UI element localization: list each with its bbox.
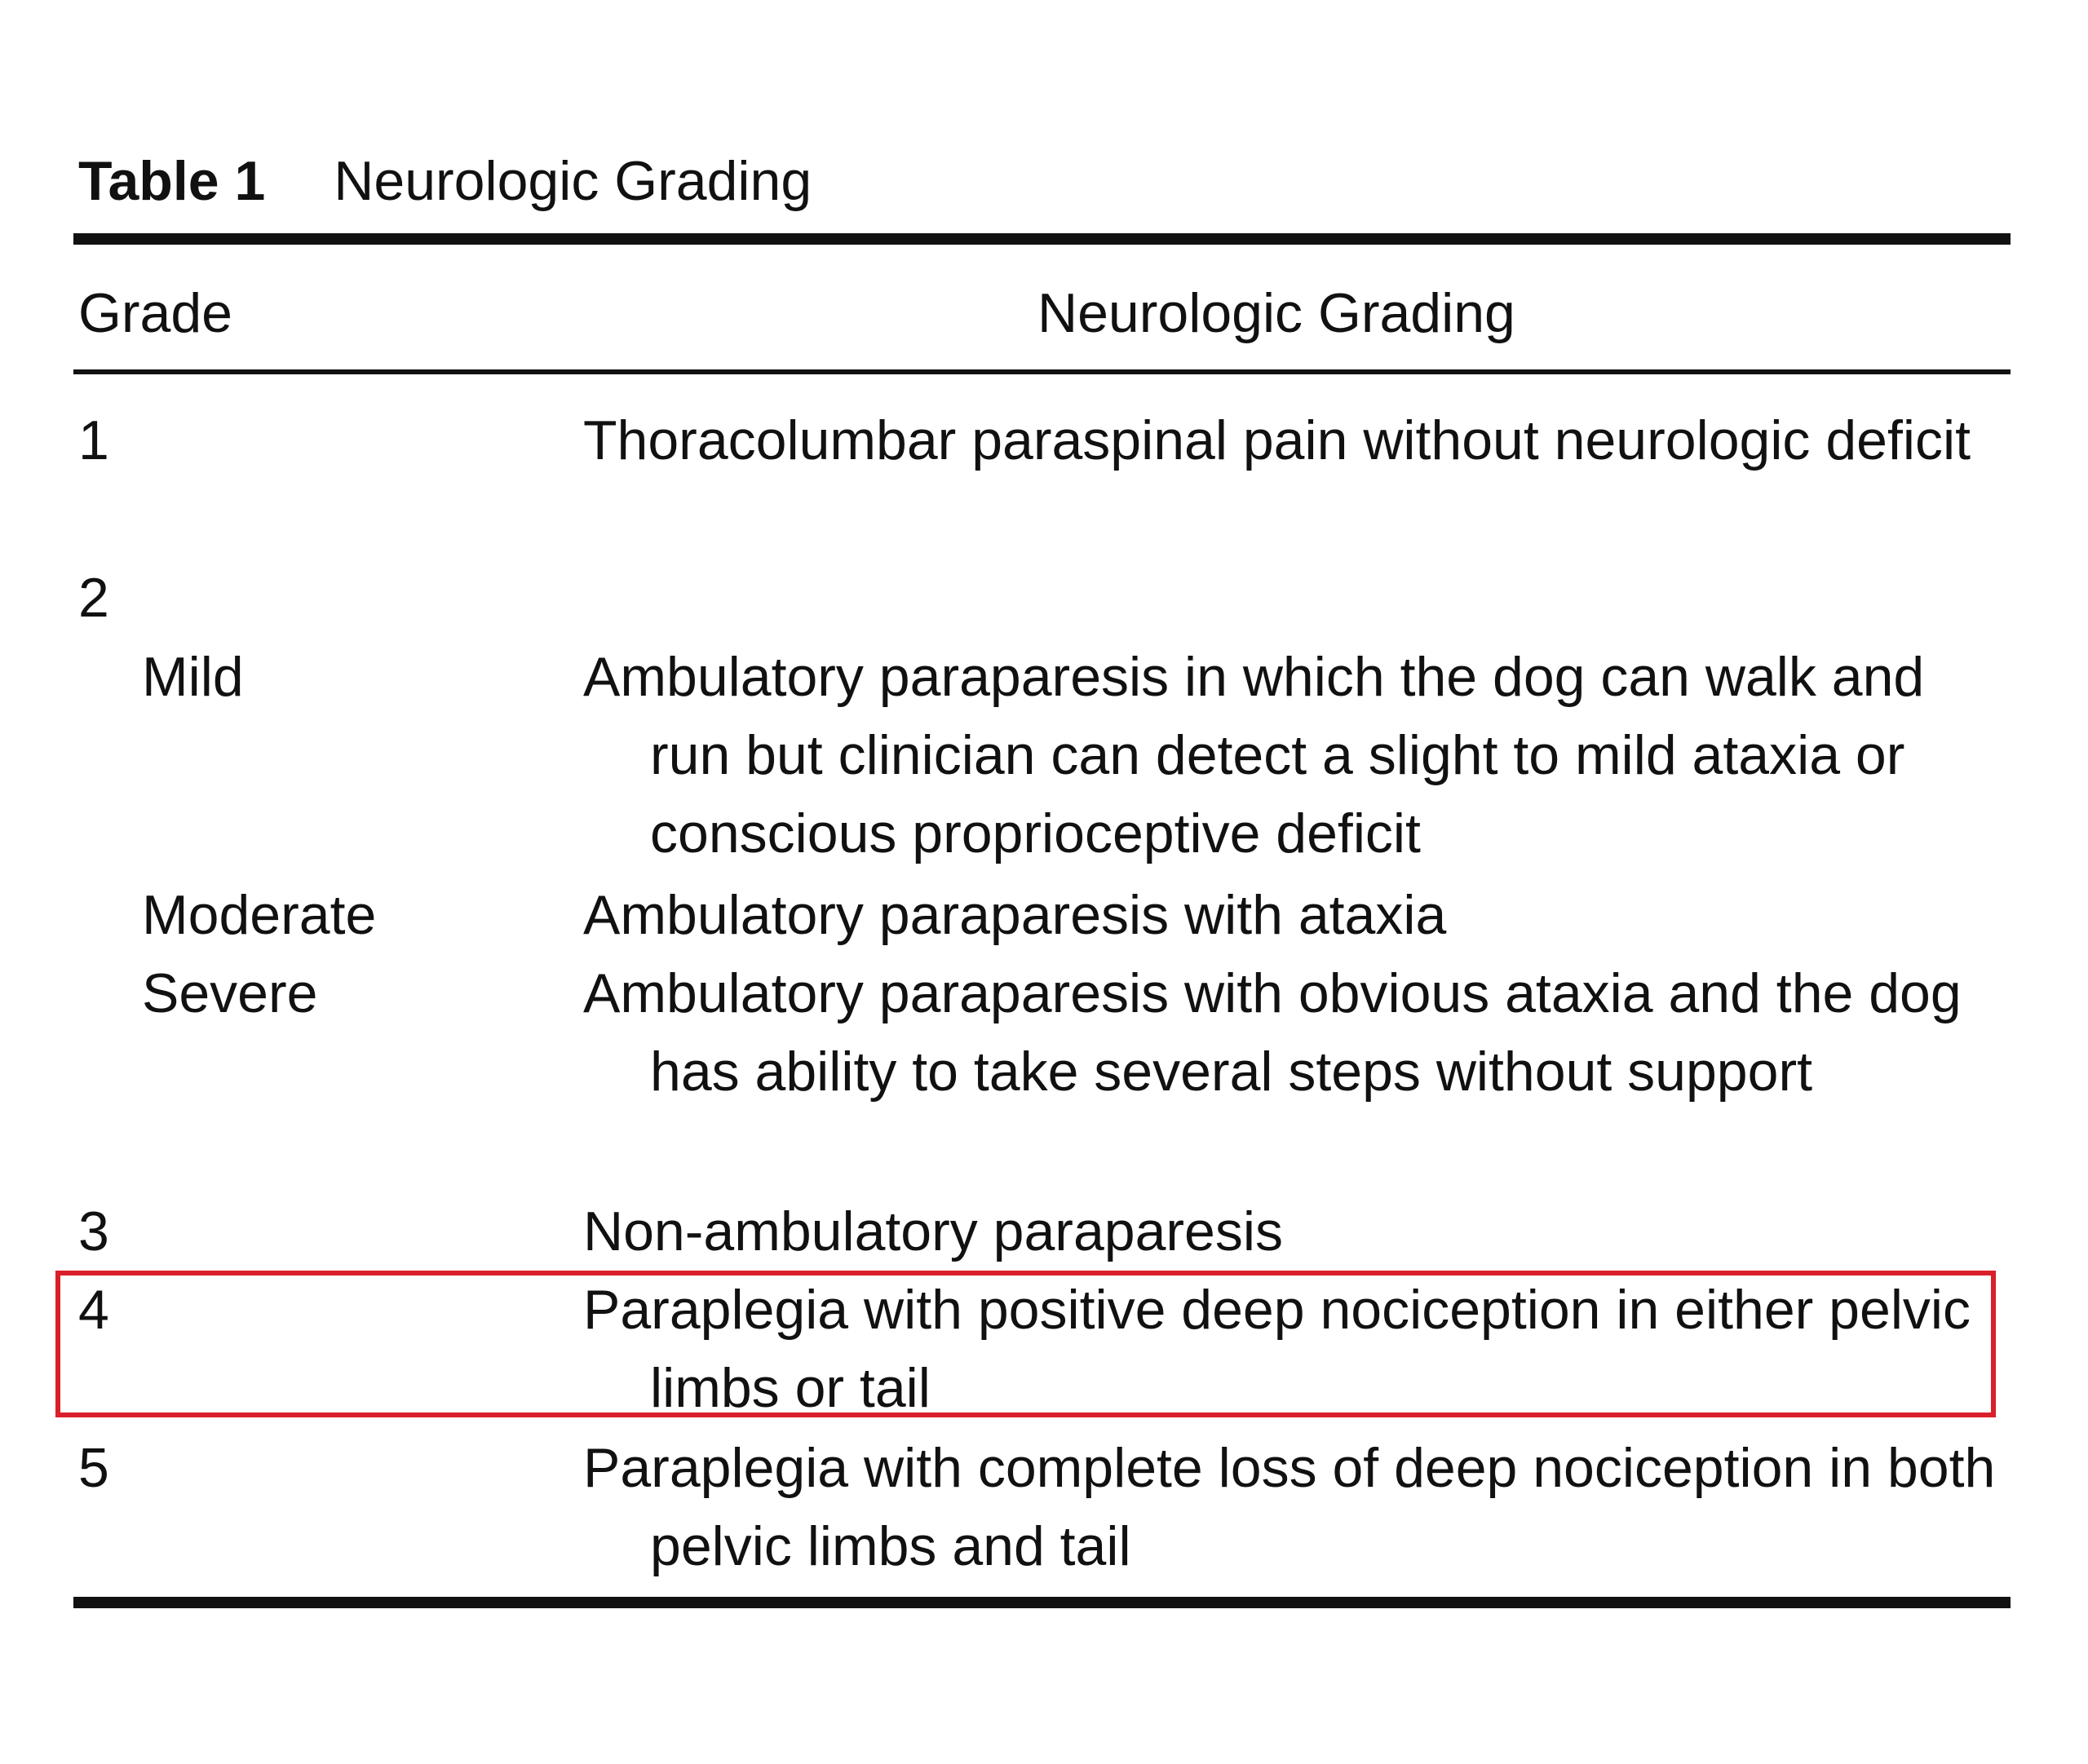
description-cell: Ambulatory paraparesis with obvious ataxia and the dog has ability to take several steps without support [583,962,1962,1103]
top-rule [73,233,2011,245]
description-cell: Thoracolumbar paraspinal pain without neurologic deficit [583,409,1971,471]
grade-cell: 5 [78,1437,109,1499]
highlight-box [55,1271,1996,1417]
grade-cell: Mild [142,646,244,708]
header-grade: Grade [78,282,232,344]
table-title: Neurologic Grading [334,150,812,212]
description-cell: Paraplegia with positive deep nociception in either pelvic limbs or tail [583,1279,1971,1419]
grade-cell: 4 [78,1279,109,1341]
table-caption [78,145,812,217]
grade-cell: Moderate [142,884,377,946]
grade-cell: 1 [78,409,109,471]
header-rule [73,369,2011,374]
table-label: Table 1 [78,150,266,212]
grade-cell: 2 [78,567,109,629]
header-description: Neurologic Grading [1037,282,1515,344]
description-cell: Paraplegia with complete loss of deep nociception in both pelvic limbs and tail [583,1437,1996,1577]
description-cell: Non-ambulatory paraparesis [583,1200,1283,1262]
description-cell: Ambulatory paraparesis in which the dog can walk and run but clinician can detect a slight to mild ataxia or conscious proprioceptive deficit [583,646,1925,864]
grade-cell: 3 [78,1200,109,1262]
bottom-rule [73,1597,2011,1608]
description-cell: Ambulatory paraparesis with ataxia [583,884,1447,946]
grade-cell: Severe [142,962,318,1024]
